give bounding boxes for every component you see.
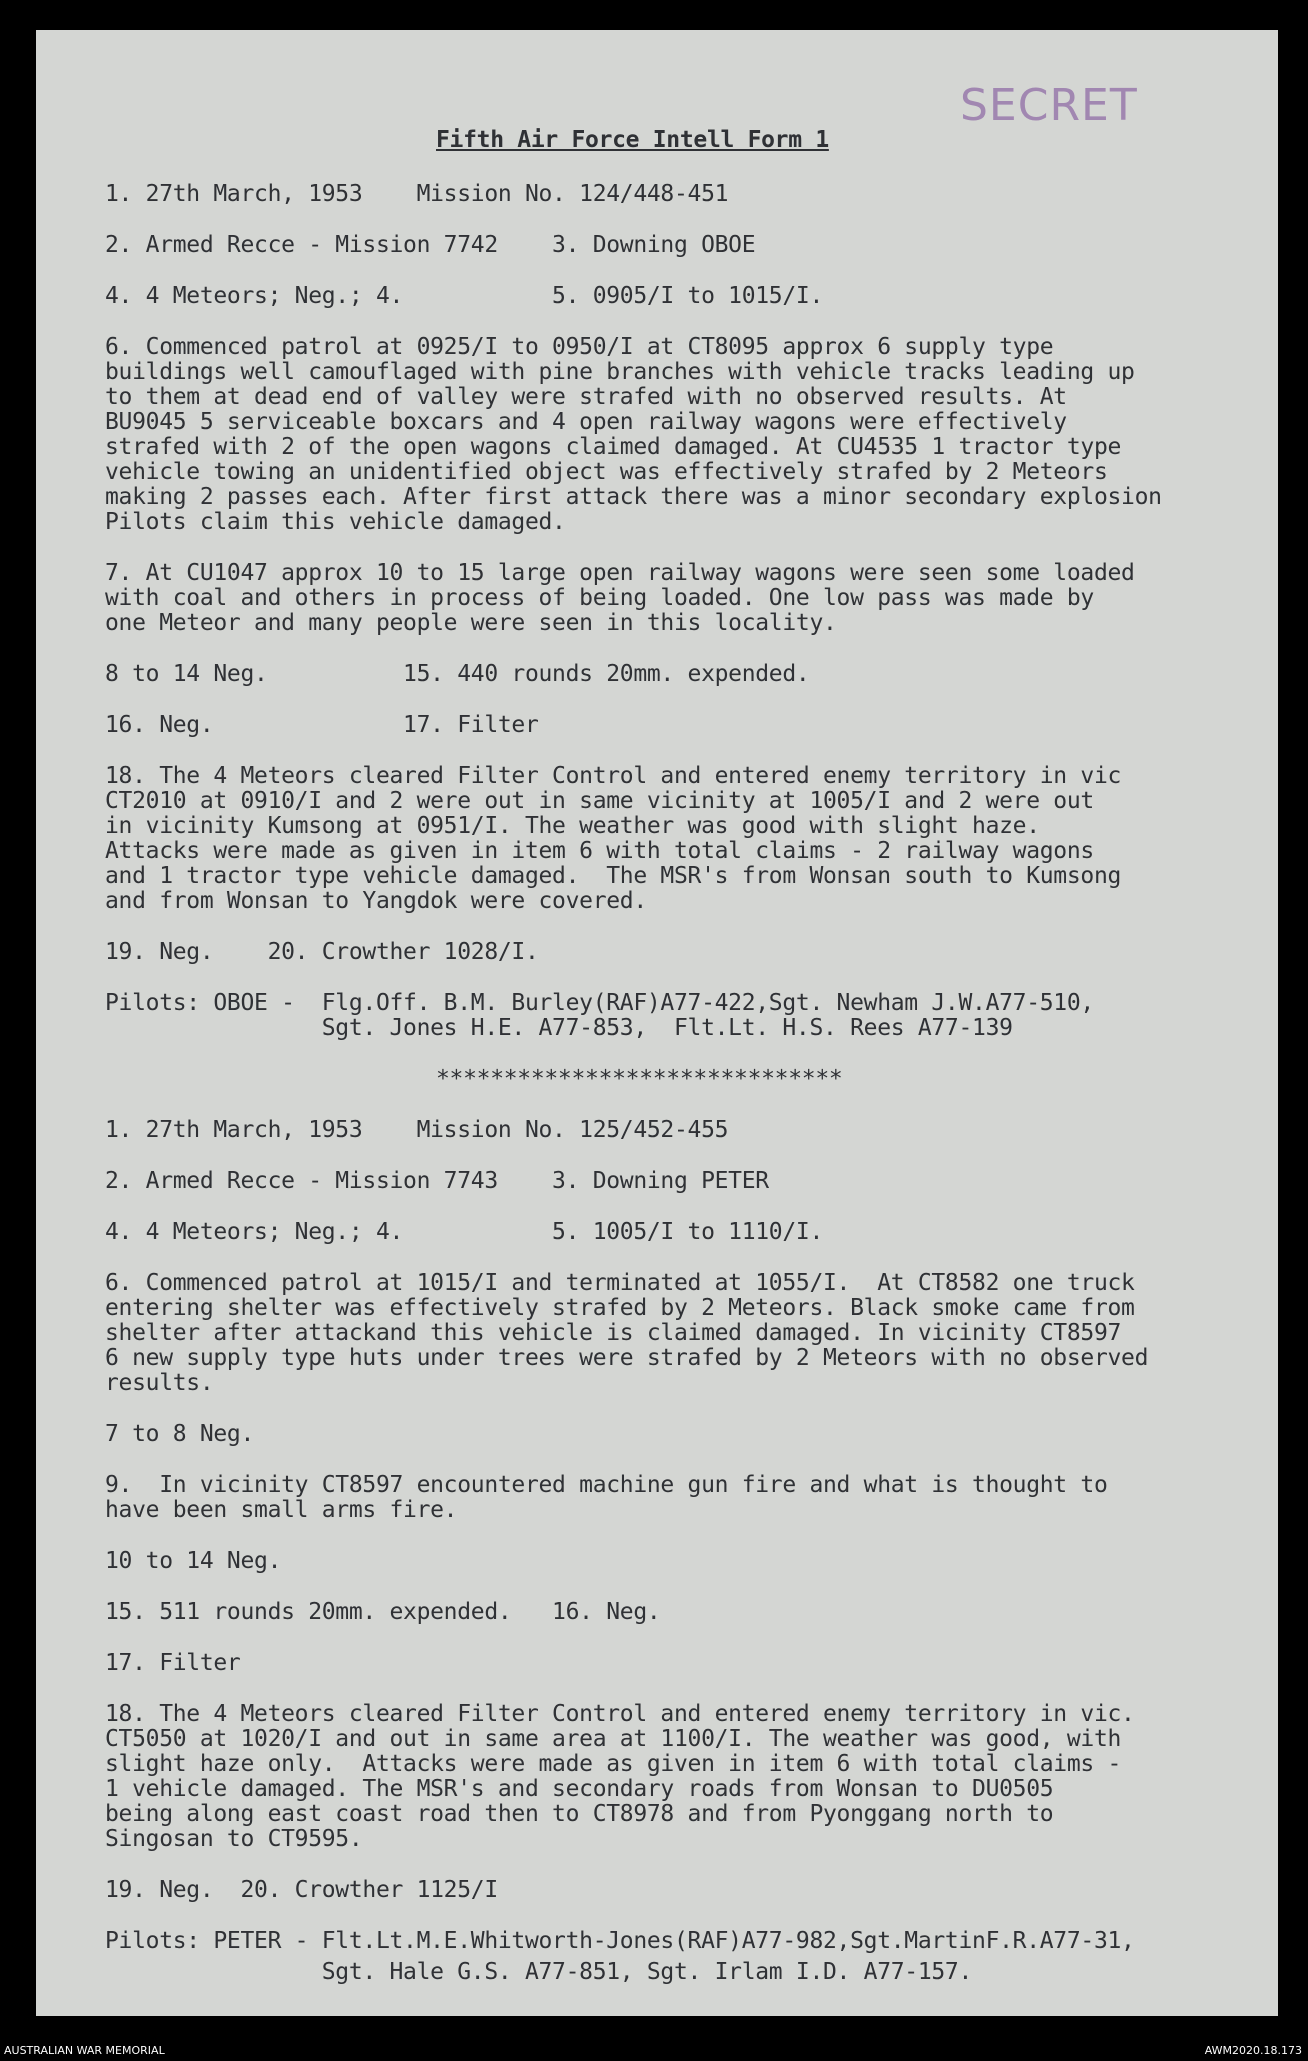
document-page (36, 30, 1278, 2016)
m1-p6-line: strafed with 2 of the open wagons claimed damaged. At CU4535 1 tractor type (105, 434, 1122, 460)
m2-p18-line: Singosan to CT9595. (105, 1826, 363, 1852)
footer-left: AUSTRALIAN WAR MEMORIAL (4, 2044, 165, 2057)
m1-pilots-line: Pilots: OBOE - Flg.Off. B.M. Burley(RAF)A77-422,Sgt. Newham J.W.A77-510, (105, 990, 1094, 1016)
m2-p6-line: 6 new supply type huts under trees were strafed by 2 Meteors with no observed (105, 1345, 1149, 1371)
m2-item19: 19. Neg. 20. Crowther 1125/I (105, 1877, 498, 1903)
m1-p18-line: CT2010 at 0910/I and 2 were out in same vicinity at 1005/I and 2 were out (105, 788, 1094, 814)
m1-p6-line: making 2 passes each. After first attack there was a minor secondary explosion (105, 484, 1162, 510)
m1-p6-line: 6. Commenced patrol at 0925/I to 0950/I at CT8095 approx 6 supply type (105, 334, 1054, 360)
secret-stamp: SECRET (960, 80, 1138, 131)
m2-pilots-line: Sgt. Hale G.S. A77-851, Sgt. Irlam I.D. A77-157. (105, 1959, 973, 1985)
m2-p18-line: 1 vehicle damaged. The MSR's and secondary roads from Wonsan to DU0505 (105, 1776, 1054, 1802)
m1-item19: 19. Neg. 20. Crowther 1028/I. (105, 939, 539, 965)
m2-item4: 4. 4 Meteors; Neg.; 4. 5. 1005/I to 1110/I. (105, 1219, 824, 1245)
m2-p6-line: entering shelter was effectively strafed by 2 Meteors. Black smoke came from (105, 1295, 1135, 1321)
m1-p18-line: and from Wonsan to Yangdok were covered. (105, 888, 647, 914)
m1-p7-line: one Meteor and many people were seen in this locality. (105, 610, 837, 636)
m1-p18-line: and 1 tractor type vehicle damaged. The MSR's from Wonsan south to Kumsong (105, 863, 1122, 889)
m1-p18-line: Attacks were made as given in item 6 with total claims - 2 railway wagons (105, 838, 1094, 864)
m2-p9-line: have been small arms fire. (105, 1497, 458, 1523)
separator: ****************************** (436, 1066, 843, 1092)
m2-p6-line: shelter after attackand this vehicle is claimed damaged. In vicinity CT8597 (105, 1320, 1122, 1346)
m1-p6-line: to them at dead end of valley were strafed with no observed results. At (105, 384, 1067, 410)
m1-item2: 2. Armed Recce - Mission 7742 3. Downing OBOE (105, 232, 756, 258)
footer-right: AWM2020.18.173 (1204, 2044, 1302, 2057)
form-title: Fifth Air Force Intell Form 1 (436, 127, 829, 153)
m2-p18-line: slight haze only. Attacks were made as given in item 6 with total claims - (105, 1751, 1122, 1777)
m2-item1: 1. 27th March, 1953 Mission No. 125/452-455 (105, 1117, 729, 1143)
m2-p18-line: being along east coast road then to CT8978 and from Pyonggang north to (105, 1801, 1054, 1827)
m1-item4: 4. 4 Meteors; Neg.; 4. 5. 0905/I to 1015/I. (105, 283, 824, 309)
m1-item8: 8 to 14 Neg. 15. 440 rounds 20mm. expended. (105, 661, 810, 687)
m2-item15: 15. 511 rounds 20mm. expended. 16. Neg. (105, 1599, 661, 1625)
m2-p9-line: 9. In vicinity CT8597 encountered machine gun fire and what is thought to (105, 1472, 1108, 1498)
m1-p6-line: Pilots claim this vehicle damaged. (105, 509, 566, 535)
m2-item17: 17. Filter (105, 1650, 241, 1676)
m2-p6-line: 6. Commenced patrol at 1015/I and terminated at 1055/I. At CT8582 one truck (105, 1270, 1135, 1296)
m1-p6-line: vehicle towing an unidentified object was effectively strafed by 2 Meteors (105, 459, 1108, 485)
m2-pilots-line: Pilots: PETER - Flt.Lt.M.E.Whitworth-Jones(RAF)A77-982,Sgt.MartinF.R.A77-31, (105, 1928, 1135, 1954)
m1-p7-line: 7. At CU1047 approx 10 to 15 large open railway wagons were seen some loaded (105, 560, 1135, 586)
m1-p7-line: with coal and others in process of being loaded. One low pass was made by (105, 585, 1094, 611)
m2-p6-line: results. (105, 1370, 214, 1396)
m1-p6-line: buildings well camouflaged with pine branches with vehicle tracks leading up (105, 359, 1135, 385)
m2-item7: 7 to 8 Neg. (105, 1421, 255, 1447)
m1-p6-line: BU9045 5 serviceable boxcars and 4 open railway wagons were effectively (105, 409, 1067, 435)
m1-item16: 16. Neg. 17. Filter (105, 712, 539, 738)
m1-p18-line: 18. The 4 Meteors cleared Filter Control and entered enemy territory in vic (105, 763, 1122, 789)
m1-pilots-line: Sgt. Jones H.E. A77-853, Flt.Lt. H.S. Rees A77-139 (105, 1015, 1013, 1041)
m2-p18-line: 18. The 4 Meteors cleared Filter Control and entered enemy territory in vic. (105, 1701, 1135, 1727)
m2-p18-line: CT5050 at 1020/I and out in same area at 1100/I. The weather was good, with (105, 1726, 1122, 1752)
m2-item2: 2. Armed Recce - Mission 7743 3. Downing PETER (105, 1168, 769, 1194)
m1-p18-line: in vicinity Kumsong at 0951/I. The weather was good with slight haze. (105, 813, 1040, 839)
m1-item1: 1. 27th March, 1953 Mission No. 124/448-451 (105, 181, 729, 207)
m2-item10: 10 to 14 Neg. (105, 1548, 282, 1574)
